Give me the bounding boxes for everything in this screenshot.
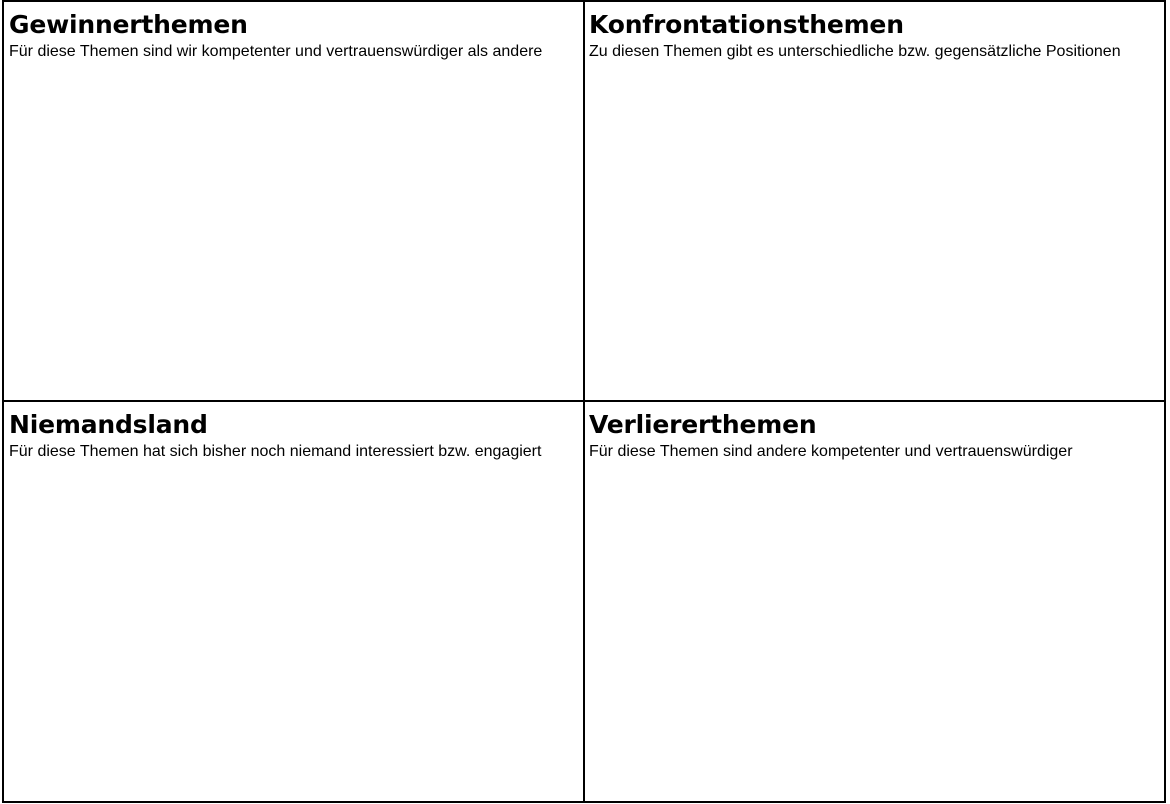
quadrant-niemandsland <box>4 402 585 801</box>
quadrant-title: Konfrontationsthemen <box>589 10 904 39</box>
quadrant-title: Niemandsland <box>9 410 208 439</box>
quadrant-verliererthemen <box>585 402 1164 801</box>
quadrant-title: Gewinnerthemen <box>9 10 248 39</box>
quadrant-konfrontationsthemen <box>585 2 1164 402</box>
quadrant-description: Zu diesen Themen gibt es unterschiedliche bzw. gegensätzliche Positionen <box>589 43 1121 60</box>
quadrant-title: Verliererthemen <box>589 410 817 439</box>
topic-matrix <box>2 0 1166 803</box>
quadrant-gewinnerthemen <box>4 2 585 402</box>
quadrant-description: Für diese Themen hat sich bisher noch niemand interessiert bzw. engagiert <box>9 443 542 460</box>
quadrant-description: Für diese Themen sind andere kompetenter und vertrauenswürdiger <box>589 443 1073 460</box>
quadrant-description: Für diese Themen sind wir kompetenter und vertrauenswürdiger als andere <box>9 43 543 60</box>
